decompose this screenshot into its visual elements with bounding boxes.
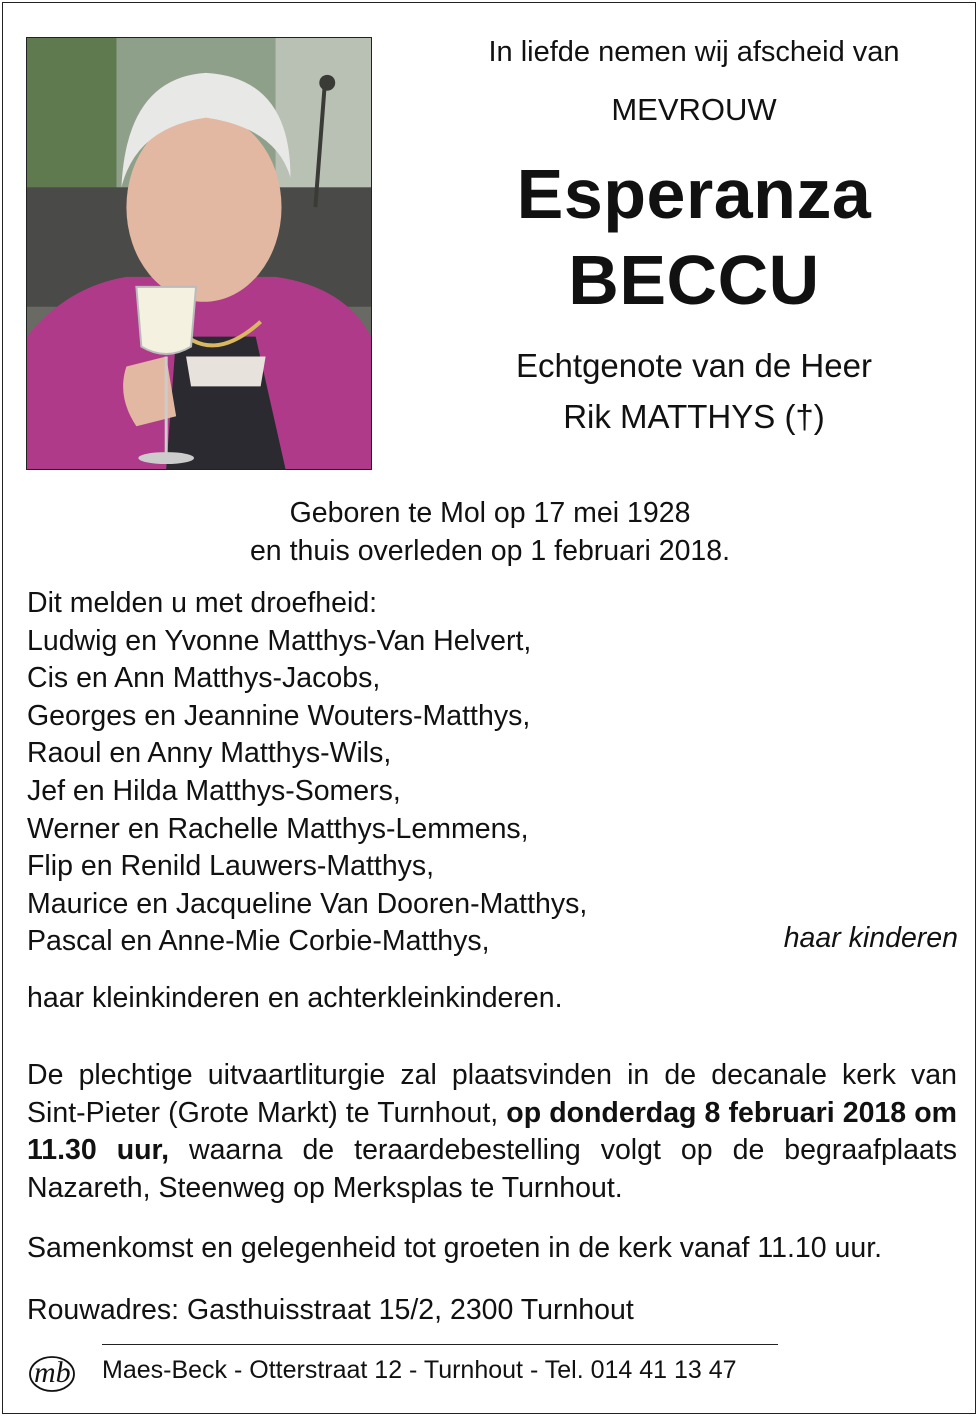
mourning-address: Rouwadres: Gasthuisstraat 15/2, 2300 Turnhout [27, 1294, 634, 1326]
honorific-title: MEVROUW [611, 92, 777, 127]
list-item: Werner en Rachelle Matthys-Lemmens, [27, 812, 529, 845]
birth-line: Geboren te Mol op 17 mei 1928 [289, 497, 691, 529]
portrait-photo [26, 37, 372, 470]
ceremony-text-2: waarna de teraardebestelling volgt op de begraafplaats Nazareth, Steenweg op Merksplas te Turnhout. [27, 1134, 958, 1204]
portrait-image-icon [27, 38, 371, 469]
list-item: Raoul en Anny Matthys-Wils, [27, 737, 392, 770]
gathering-line: Samenkomst en gelegenheid tot groeten in de kerk vanaf 11.10 uur. [27, 1232, 883, 1264]
list-item: Maurice en Jacqueline Van Dooren-Matthys, [27, 887, 588, 920]
ceremony-paragraph [27, 1057, 957, 1207]
mourners-intro: Dit melden u met droefheid: [27, 587, 378, 619]
grandchildren-line: haar kleinkinderen en achterkleinkinderen. [27, 982, 563, 1014]
logo-text: mb [34, 1356, 71, 1389]
funeral-home-footer: Maes-Beck - Otterstraat 12 - Turnhout - Tel. 014 41 13 47 [102, 1356, 737, 1384]
ceremony-date-time: op donderdag 8 februari 2018 om 11.30 uur, [27, 1096, 957, 1167]
list-item: Flip en Renild Lauwers-Matthys, [27, 850, 435, 883]
list-item: Pascal en Anne-Mie Corbie-Matthys, [27, 925, 490, 958]
list-item: Cis en Ann Matthys-Jacobs, [27, 662, 381, 695]
list-item: Georges en Jeannine Wouters-Matthys, [27, 699, 531, 732]
mourners-list [27, 585, 587, 961]
spouse-line-2: Rik MATTHYS (†) [563, 398, 825, 435]
deceased-last-name: BECCU [568, 241, 820, 319]
list-item: Ludwig en Yvonne Matthys-Van Helvert, [27, 624, 532, 657]
ceremony-text-1: De plechtige uitvaartliturgie zal plaatsvinden in de decanale kerk van Sint-Pieter (Grote Markt) te Turnhout, [27, 1059, 957, 1129]
list-item: Jef en Hilda Matthys-Somers, [27, 774, 401, 807]
deceased-first-name: Esperanza [516, 155, 872, 233]
death-line: en thuis overleden op 1 februari 2018. [249, 535, 731, 567]
spouse-line-1: Echtgenote van de Heer [516, 347, 872, 384]
intro-text: In liefde nemen wij afscheid van [488, 36, 900, 68]
mb-logo-icon [26, 1348, 90, 1396]
children-label: haar kinderen [783, 922, 958, 954]
funeral-home-logo [26, 1348, 90, 1396]
footer-divider [102, 1344, 778, 1345]
